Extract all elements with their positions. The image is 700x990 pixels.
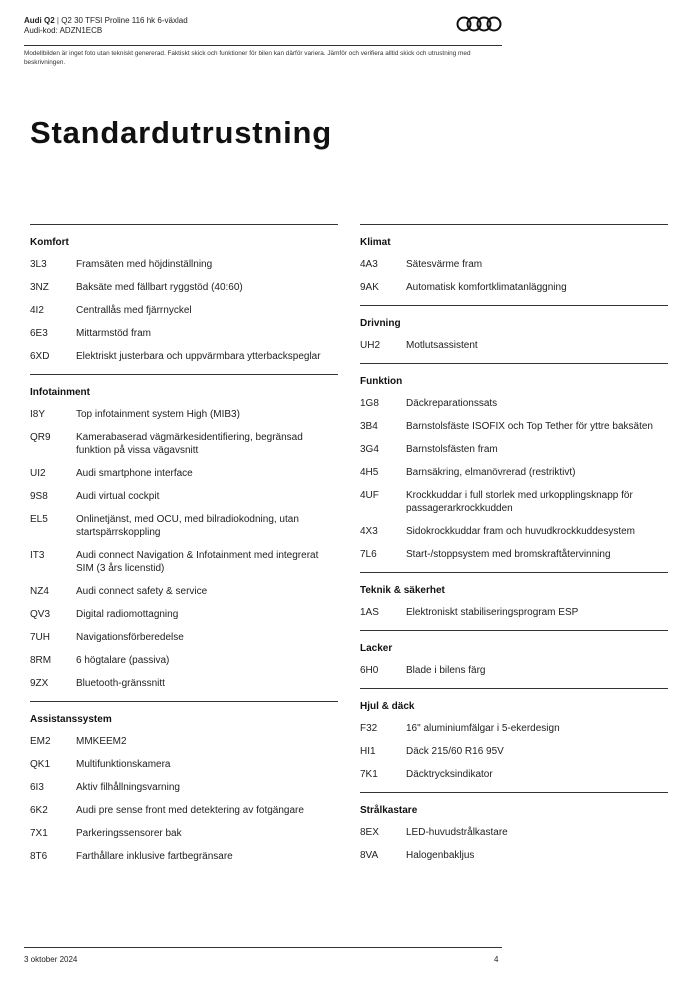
equipment-code: 4UF bbox=[360, 490, 379, 501]
equipment-code: 6E3 bbox=[30, 328, 48, 339]
equipment-code: 8EX bbox=[360, 827, 379, 838]
equipment-row bbox=[30, 731, 338, 754]
equipment-code: EM2 bbox=[30, 736, 51, 747]
equipment-section bbox=[360, 572, 668, 625]
equipment-description: Audi connect Navigation & Infotainment med integrerat SIM (3 års licenstid) bbox=[76, 550, 319, 574]
equipment-code: 3G4 bbox=[360, 444, 379, 455]
equipment-description: Halogenbakljus bbox=[406, 850, 475, 861]
equipment-code: 7L6 bbox=[360, 549, 377, 560]
header-divider bbox=[24, 45, 502, 46]
equipment-description: Audi connect safety & service bbox=[76, 586, 208, 597]
equipment-row bbox=[360, 660, 668, 683]
equipment-code: 4A3 bbox=[360, 259, 378, 270]
equipment-description: LED-huvudstrålkastare bbox=[406, 827, 508, 838]
equipment-description: Aktiv filhållningsvarning bbox=[76, 782, 180, 793]
equipment-code: NZ4 bbox=[30, 586, 49, 597]
equipment-code: QK1 bbox=[30, 759, 51, 770]
equipment-row bbox=[360, 416, 668, 439]
equipment-row bbox=[30, 486, 338, 509]
section-title: Strålkastare bbox=[360, 805, 418, 816]
equipment-code: F32 bbox=[360, 723, 378, 734]
equipment-row bbox=[30, 800, 338, 823]
equipment-code: 7X1 bbox=[30, 828, 48, 839]
equipment-code: 6H0 bbox=[360, 665, 379, 676]
equipment-description: Motlutsassistent bbox=[406, 340, 478, 351]
right-column bbox=[360, 224, 668, 868]
section-title: Funktion bbox=[360, 376, 403, 387]
equipment-row bbox=[360, 718, 668, 741]
footer-date: 3 oktober 2024 bbox=[24, 955, 78, 964]
equipment-row bbox=[360, 845, 668, 868]
equipment-description: Top infotainment system High (MIB3) bbox=[76, 409, 240, 420]
equipment-description: Navigationsförberedelse bbox=[76, 632, 184, 643]
section-title: Komfort bbox=[30, 237, 69, 248]
equipment-description: Kamerabaserad vägmärkesidentifiering, begränsad funktion på vissa vägavsnitt bbox=[76, 432, 303, 456]
equipment-row bbox=[30, 254, 338, 277]
audi-code: Audi-kod: ADZN1ECB bbox=[24, 26, 103, 35]
equipment-row bbox=[30, 673, 338, 696]
equipment-description: Baksäte med fällbart ryggstöd (40:60) bbox=[76, 282, 243, 293]
equipment-row bbox=[30, 823, 338, 846]
model-variant: Q2 30 TFSI Proline 116 hk 6-växlad bbox=[61, 16, 188, 25]
equipment-description: Blade i bilens färg bbox=[406, 665, 486, 676]
equipment-row bbox=[30, 463, 338, 486]
equipment-row bbox=[360, 277, 668, 300]
equipment-description: Digital radiomottagning bbox=[76, 609, 179, 620]
equipment-description: 6 högtalare (passiva) bbox=[76, 655, 170, 666]
equipment-row bbox=[360, 544, 668, 567]
equipment-section bbox=[30, 374, 338, 696]
equipment-code: UH2 bbox=[360, 340, 381, 351]
model-line bbox=[24, 16, 504, 26]
equipment-row bbox=[30, 581, 338, 604]
equipment-description: Start-/stoppsystem med bromskraftåtervinning bbox=[406, 549, 611, 560]
audi-rings-logo-icon bbox=[456, 15, 502, 33]
equipment-code: 7K1 bbox=[360, 769, 378, 780]
equipment-description: Automatisk komfortklimatanläggning bbox=[406, 282, 567, 293]
equipment-code: HI1 bbox=[360, 746, 376, 757]
equipment-row bbox=[30, 277, 338, 300]
equipment-code: 8T6 bbox=[30, 851, 48, 862]
section-title: Hjul & däck bbox=[360, 701, 415, 712]
equipment-code: 8VA bbox=[360, 850, 379, 861]
model-separator: | bbox=[54, 16, 62, 25]
equipment-row bbox=[30, 627, 338, 650]
equipment-code: 4X3 bbox=[360, 526, 378, 537]
section-title: Lacker bbox=[360, 643, 393, 654]
equipment-row bbox=[30, 427, 338, 463]
equipment-code: 6K2 bbox=[30, 805, 48, 816]
equipment-code: QR9 bbox=[30, 432, 51, 443]
equipment-section bbox=[360, 305, 668, 358]
equipment-description: Barnstolsfästen fram bbox=[406, 444, 498, 455]
equipment-row bbox=[360, 764, 668, 787]
equipment-row bbox=[360, 462, 668, 485]
equipment-description: Däckreparationssats bbox=[406, 398, 498, 409]
equipment-code: UI2 bbox=[30, 468, 46, 479]
equipment-description: Mittarmstöd fram bbox=[76, 328, 152, 339]
equipment-row bbox=[30, 346, 338, 369]
equipment-code: I8Y bbox=[30, 409, 46, 420]
equipment-description: Audi virtual cockpit bbox=[76, 491, 160, 502]
disclaimer: Modellbilden är inget foto utan tekniskt genererad. Faktiskt skick och funktioner för bilen kan därför variera. Jämför och verifiera alltid skick och utrustning med beskrivningen. bbox=[24, 50, 471, 66]
equipment-code: 6I3 bbox=[30, 782, 44, 793]
equipment-section bbox=[360, 792, 668, 868]
equipment-row bbox=[360, 602, 668, 625]
equipment-description: 16" aluminiumfälgar i 5-ekerdesign bbox=[406, 723, 560, 734]
equipment-row bbox=[30, 754, 338, 777]
equipment-description: Barnsäkring, elmanövrerad (restriktivt) bbox=[406, 467, 576, 478]
equipment-description: Audi pre sense front med detektering av fotgängare bbox=[76, 805, 304, 816]
equipment-row bbox=[30, 604, 338, 627]
equipment-row bbox=[30, 404, 338, 427]
section-title: Drivning bbox=[360, 318, 401, 329]
equipment-code: 9S8 bbox=[30, 491, 48, 502]
section-title: Assistanssystem bbox=[30, 714, 112, 725]
equipment-row bbox=[360, 393, 668, 416]
equipment-description: Elektriskt justerbara och uppvärmbara ytterbackspeglar bbox=[76, 351, 321, 362]
equipment-code: 1AS bbox=[360, 607, 379, 618]
equipment-code: 3NZ bbox=[30, 282, 49, 293]
equipment-code: 9AK bbox=[360, 282, 379, 293]
equipment-description: Sätesvärme fram bbox=[406, 259, 483, 270]
equipment-code: 9ZX bbox=[30, 678, 49, 689]
equipment-description: Multifunktionskamera bbox=[76, 759, 171, 770]
equipment-code: 7UH bbox=[30, 632, 51, 643]
equipment-description: Sidokrockkuddar fram och huvudkrockkuddesystem bbox=[406, 526, 635, 537]
document-header bbox=[24, 16, 504, 36]
equipment-code: 4H5 bbox=[360, 467, 379, 478]
equipment-description: Centrallås med fjärrnyckel bbox=[76, 305, 192, 316]
equipment-description: Däcktrycksindikator bbox=[406, 769, 493, 780]
equipment-row bbox=[30, 545, 338, 581]
section-title: Teknik & säkerhet bbox=[360, 585, 445, 596]
equipment-row bbox=[30, 777, 338, 800]
equipment-description: Däck 215/60 R16 95V bbox=[406, 746, 504, 757]
equipment-description: Audi smartphone interface bbox=[76, 468, 193, 479]
equipment-section bbox=[30, 224, 338, 369]
equipment-section bbox=[30, 701, 338, 869]
model-name: Audi Q2 bbox=[24, 16, 55, 25]
left-column bbox=[30, 224, 338, 869]
equipment-code: 6XD bbox=[30, 351, 50, 362]
equipment-row bbox=[360, 741, 668, 764]
equipment-row bbox=[360, 335, 668, 358]
equipment-description: Framsäten med höjdinställning bbox=[76, 259, 213, 270]
page-title: Standardutrustning bbox=[30, 115, 332, 150]
equipment-section bbox=[360, 363, 668, 567]
equipment-code: 8RM bbox=[30, 655, 52, 666]
section-title: Klimat bbox=[360, 237, 391, 248]
equipment-section bbox=[360, 224, 668, 300]
equipment-description: Farthållare inklusive fartbegränsare bbox=[76, 851, 233, 862]
equipment-code: 3L3 bbox=[30, 259, 47, 270]
footer-divider bbox=[24, 947, 502, 948]
equipment-row bbox=[30, 846, 338, 869]
equipment-code: 4I2 bbox=[30, 305, 44, 316]
equipment-row bbox=[30, 323, 338, 346]
equipment-row bbox=[360, 521, 668, 544]
equipment-row bbox=[360, 485, 668, 521]
equipment-description: Elektroniskt stabiliseringsprogram ESP bbox=[406, 607, 579, 618]
equipment-description: Parkeringssensorer bak bbox=[76, 828, 182, 839]
equipment-row bbox=[360, 254, 668, 277]
equipment-row bbox=[30, 300, 338, 323]
equipment-code: 1G8 bbox=[360, 398, 379, 409]
equipment-row bbox=[360, 439, 668, 462]
equipment-code: IT3 bbox=[30, 550, 45, 561]
equipment-description: Onlinetjänst, med OCU, med bilradiokodning, utan startspärrskoppling bbox=[76, 514, 299, 538]
equipment-row bbox=[30, 509, 338, 545]
equipment-row bbox=[30, 650, 338, 673]
equipment-section bbox=[360, 630, 668, 683]
equipment-row bbox=[360, 822, 668, 845]
equipment-description: Bluetooth-gränssnitt bbox=[76, 678, 165, 689]
section-title: Infotainment bbox=[30, 387, 90, 398]
equipment-description: Krockkuddar i full storlek med urkopplingsknapp för passagerarkrockkudden bbox=[406, 490, 633, 514]
equipment-description: MMKEEM2 bbox=[76, 736, 127, 747]
page-number: 4 bbox=[494, 955, 499, 964]
equipment-description: Barnstolsfäste ISOFIX och Top Tether för yttre baksäten bbox=[406, 421, 653, 432]
equipment-code: EL5 bbox=[30, 514, 48, 525]
equipment-code: 3B4 bbox=[360, 421, 378, 432]
equipment-code: QV3 bbox=[30, 609, 51, 620]
equipment-section bbox=[360, 688, 668, 787]
